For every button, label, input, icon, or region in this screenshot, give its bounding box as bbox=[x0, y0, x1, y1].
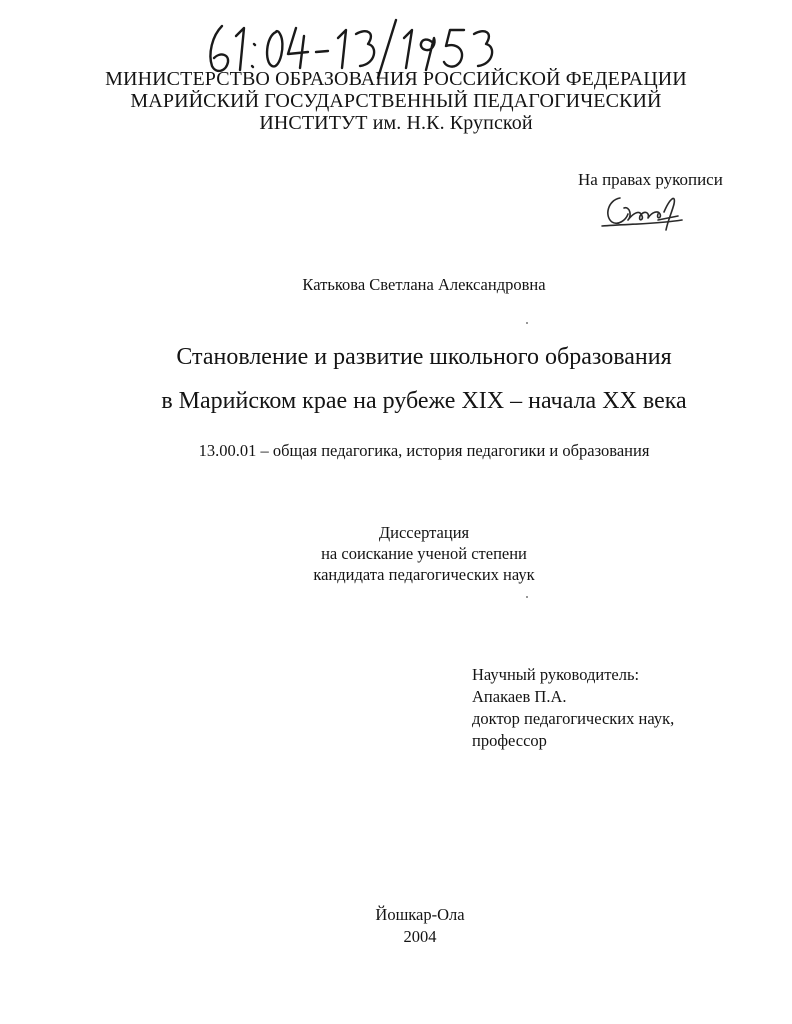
specialty-code: 13.00.01 – общая педагогика, история педагогики и образования bbox=[198, 441, 650, 460]
supervisor-label: Научный руководитель: bbox=[472, 665, 640, 684]
manuscript-rights-note: На правах рукописи bbox=[578, 170, 723, 189]
scan-speck bbox=[526, 322, 528, 324]
institution-header bbox=[0, 68, 792, 134]
place-and-year bbox=[0, 904, 792, 948]
supervisor-name: Апакаев П.А. bbox=[472, 687, 567, 706]
dissertation-title bbox=[0, 335, 792, 423]
author-signature bbox=[598, 190, 688, 234]
institute-line-2: ИНСТИТУТ им. Н.К. Крупской bbox=[259, 112, 533, 134]
supervisor-title: профессор bbox=[472, 731, 547, 750]
ministry-line: МИНИСТЕРСТВО ОБРАЗОВАНИЯ РОССИЙСКОЙ ФЕДЕРАЦИИ bbox=[105, 68, 687, 90]
degree-line-1: Диссертация bbox=[378, 523, 470, 542]
title-line-2: в Марийском крае на рубеже XIX – начала XX века bbox=[161, 388, 687, 414]
scan-speck bbox=[526, 596, 528, 598]
institute-line-1: МАРИЙСКИЙ ГОСУДАРСТВЕННЫЙ ПЕДАГОГИЧЕСКИЙ bbox=[130, 90, 662, 112]
degree-line-2: на соискание ученой степени bbox=[321, 544, 527, 563]
title-line-1: Становление и развитие школьного образования bbox=[176, 344, 672, 370]
degree-line-3: кандидата педагогических наук bbox=[313, 565, 535, 584]
author-name: Катькова Светлана Александровна bbox=[302, 275, 546, 294]
supervisor-block bbox=[472, 664, 674, 752]
supervisor-degree: доктор педагогических наук, bbox=[472, 709, 675, 728]
degree-statement bbox=[0, 522, 792, 585]
year: 2004 bbox=[403, 927, 437, 946]
city: Йошкар-Ола bbox=[375, 905, 465, 924]
